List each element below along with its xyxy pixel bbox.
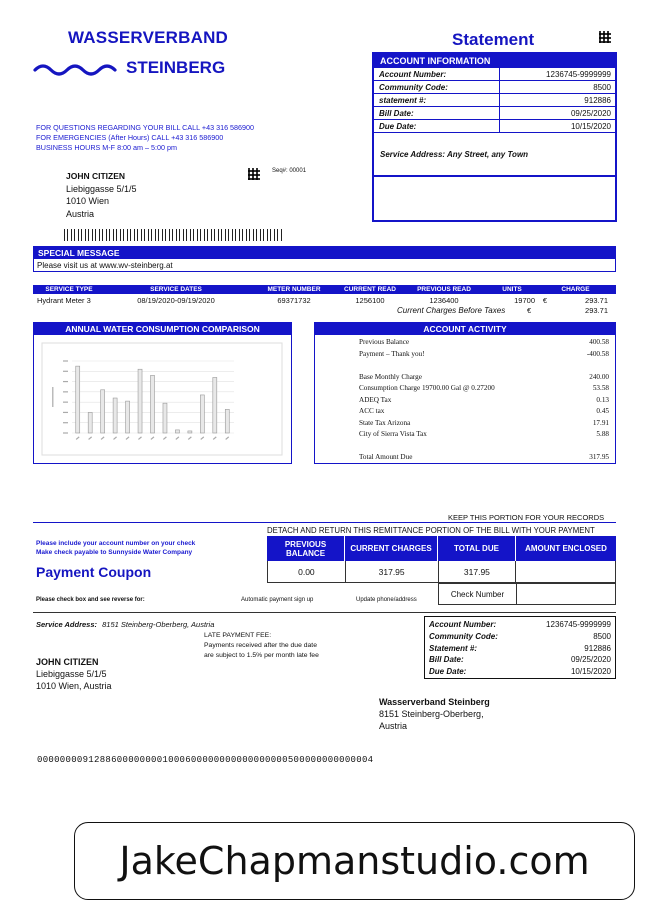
chart-x-tick: [138, 436, 142, 439]
coupon-account-value: 09/25/2020: [570, 655, 611, 665]
meter-number: 69371732: [277, 296, 311, 305]
postal-barcode-icon: [64, 229, 282, 241]
chart-y-tick: [63, 402, 68, 403]
account-information-box: [372, 52, 617, 222]
chart-bar: [138, 369, 142, 433]
chart-bar: [151, 375, 155, 433]
special-message-box: [33, 246, 616, 272]
coupon-service-address: [36, 620, 214, 629]
chart-x-tick: [200, 436, 204, 439]
check-number-field[interactable]: [517, 584, 615, 604]
sequence-number: Seq#: 00001: [272, 168, 307, 174]
special-message-header: SPECIAL MESSAGE: [34, 247, 615, 259]
customer-street: Liebiggasse 5/1/5: [66, 183, 137, 194]
chart-x-tick: [101, 436, 105, 439]
account-info-label: Due Date:: [374, 120, 500, 132]
special-message-body: Please visit us at www.wv-steinberg.at: [37, 261, 173, 270]
account-info-row: [374, 81, 615, 94]
chart-bar: [213, 377, 217, 433]
activity-value: 5.88: [596, 430, 609, 438]
amount-enclosed-header: AMOUNT ENCLOSED: [516, 536, 616, 561]
chart-x-tick: [126, 436, 130, 439]
service-type: Hydrant Meter 3: [37, 296, 91, 305]
account-info-value: 09/25/2020: [570, 109, 611, 118]
chart-y-tick: [63, 371, 68, 372]
wave-logo-icon: [33, 60, 125, 76]
activity-row: [315, 372, 615, 384]
auto-pay-option[interactable]: Automatic payment sign up: [241, 597, 314, 603]
coupon-account-label: Account Number:: [429, 620, 497, 629]
previous-balance-value: 0.00: [268, 561, 346, 583]
chart-bar: [88, 412, 92, 433]
coupon-account-label: Statement #:: [429, 643, 478, 653]
service-address: Service Address: Any Street, any Town: [374, 133, 615, 177]
service-table-header: [33, 285, 616, 294]
statement-title: Statement: [452, 30, 535, 49]
chart-y-tick: [63, 381, 68, 382]
check-box-instructions: Please check box and see reverse for:: [36, 597, 145, 603]
remittance-table: [267, 536, 616, 583]
contact-line: FOR QUESTIONS REGARDING YOUR BILL CALL +43 316 586900: [36, 123, 255, 132]
chart-bar: [200, 395, 204, 433]
previous-read: 1236400: [429, 296, 459, 305]
activity-value: 53.58: [592, 384, 609, 392]
late-fee-notice: [204, 631, 319, 661]
late-fee-line: LATE PAYMENT FEE:: [204, 632, 272, 639]
account-information-header: ACCOUNT INFORMATION: [374, 54, 615, 68]
update-phone-option[interactable]: Update phone/address: [356, 597, 417, 603]
qr-code-icon: [599, 31, 611, 43]
customer-city: 1010 Wien: [66, 196, 110, 206]
divider: [33, 522, 616, 523]
activity-row: [315, 418, 615, 430]
contact-line: BUSINESS HOURS M-F 8:00 am – 5:00 pm: [36, 143, 177, 152]
coupon-account-label: Due Date:: [429, 667, 467, 677]
coupon-account-row: [429, 666, 611, 678]
account-info-row: [374, 94, 615, 107]
activity-label: Previous Balance: [359, 338, 410, 346]
divider: [33, 612, 616, 613]
chart-x-tick: [213, 436, 217, 439]
previous-balance-header: PREVIOUS BALANCE: [267, 536, 345, 561]
chart-bar: [76, 366, 80, 433]
activity-label: ACC tax: [359, 407, 385, 415]
activity-label: Payment – Thank you!: [359, 349, 425, 358]
coupon-account-row: [429, 643, 611, 655]
col-header: UNITS: [502, 286, 522, 293]
activity-value: 400.58: [589, 338, 609, 346]
coupon-account-row: [429, 631, 611, 643]
coupon-account-row: [429, 654, 611, 666]
activity-row: [315, 360, 615, 372]
chart-bar: [113, 398, 117, 433]
customer-name: JOHN CITIZEN: [66, 171, 126, 181]
coupon-customer-address: [36, 656, 112, 692]
account-info-value: 8500: [593, 83, 611, 92]
coupon-account-value: 8500: [593, 631, 611, 641]
brand-name-line1: WASSERVERBAND: [68, 28, 229, 47]
activity-row: [315, 349, 615, 361]
account-activity-box: [314, 322, 616, 464]
units: 19700: [514, 296, 535, 305]
chart-bar: [101, 390, 105, 433]
activity-row: [315, 406, 615, 418]
consumption-chart: [34, 335, 291, 463]
activity-row: [315, 395, 615, 407]
currency: €: [542, 296, 548, 305]
coupon-customer-street: Liebiggasse 5/1/5: [36, 669, 107, 679]
chart-y-tick: [63, 360, 68, 361]
account-info-label: Community Code:: [374, 81, 500, 93]
account-info-row: [374, 68, 615, 81]
account-info-label: statement #:: [374, 94, 500, 106]
activity-value: -400.58: [586, 349, 609, 358]
service-dates: 08/19/2020-09/19/2020: [137, 296, 215, 305]
watermark: JakeChapmanstudio.com: [74, 822, 635, 900]
contact-line: FOR EMERGENCIES (After Hours) CALL +43 316 586900: [36, 133, 224, 142]
current-read: 1256100: [355, 296, 385, 305]
qr-code-small-icon: [248, 168, 260, 180]
chart-x-tick: [88, 436, 92, 439]
contact-info: [36, 123, 254, 153]
activity-value: 17.91: [592, 418, 609, 427]
coupon-account-value: 1236745-9999999: [546, 620, 611, 629]
coupon-account-label: Bill Date:: [429, 655, 464, 665]
chart-x-tick: [188, 436, 192, 439]
activity-value: 0.13: [596, 395, 609, 404]
activity-value: 240.00: [589, 372, 609, 381]
amount-enclosed-field[interactable]: [516, 561, 616, 583]
current-charges-header: CURRENT CHARGES: [345, 536, 438, 561]
chart-bar: [126, 401, 130, 433]
include-line: Make check payable to Sunnyside Water Company: [36, 549, 193, 556]
account-info-row: [374, 107, 615, 120]
payee-street: 8151 Steinberg-Oberberg,: [379, 709, 484, 719]
coupon-customer-name: JOHN CITIZEN: [36, 657, 99, 667]
chart-bar: [175, 430, 179, 433]
col-header: PREVIOUS READ: [417, 286, 471, 293]
chart-y-tick: [63, 432, 68, 433]
payee-name: Wasserverband Steinberg: [379, 697, 490, 707]
account-info-value: 10/15/2020: [570, 122, 611, 131]
detach-text: DETACH AND RETURN THIS REMITTANCE PORTION OF THE BILL WITH YOUR PAYMENT: [267, 526, 595, 535]
subtotal-label: Current Charges Before Taxes: [397, 306, 506, 315]
chart-x-tick: [175, 436, 179, 439]
micr-line: 00000000912886000000001000600000000000000000500000000000004: [37, 755, 374, 765]
activity-row: [315, 452, 615, 464]
payee-country: Austria: [379, 721, 408, 731]
coupon-account-value: 10/15/2020: [570, 667, 611, 677]
chart-x-tick: [113, 436, 117, 439]
customer-address: [66, 170, 137, 220]
chart-bar: [188, 431, 192, 433]
chart-y-tick: [63, 412, 68, 413]
activity-row: [315, 383, 615, 395]
activity-label: Consumption Charge 19700.00 Gal @ 0.27200: [359, 384, 495, 392]
col-header: METER NUMBER: [267, 286, 321, 293]
chart-y-axis-label-mark: [52, 387, 54, 407]
account-info-value: 1236745-9999999: [546, 70, 611, 79]
col-header: SERVICE TYPE: [45, 286, 93, 293]
check-number-label: Check Number: [439, 584, 517, 604]
chart-y-tick: [63, 422, 68, 423]
activity-label: State Tax Arizona: [359, 418, 411, 427]
current-charges-value: 317.95: [346, 561, 439, 583]
chart-x-tick: [225, 436, 229, 439]
col-header: CURRENT READ: [344, 286, 396, 293]
activity-label: Base Monthly Charge: [359, 372, 422, 381]
account-activity-header: ACCOUNT ACTIVITY: [315, 323, 615, 335]
include-line: Please include your account number on your check: [36, 540, 196, 547]
consumption-header: ANNUAL WATER CONSUMPTION COMPARISON: [34, 323, 291, 335]
brand-name-line2: STEINBERG: [126, 58, 226, 77]
account-info-label: Account Number:: [374, 68, 500, 80]
service-address-value: 8151 Steinberg-Oberberg, Austria: [102, 620, 215, 629]
activity-value: 317.95: [589, 453, 609, 461]
account-info-row: [374, 120, 615, 133]
coupon-account-row: [429, 619, 611, 631]
subtotal-currency: €: [527, 306, 532, 315]
coupon-customer-city: 1010 Wien, Austria: [36, 681, 112, 691]
late-fee-line: Payments received after the due date: [204, 642, 317, 649]
account-info-label: Bill Date:: [374, 107, 500, 119]
include-instructions: [36, 539, 195, 557]
coupon-account-label: Community Code:: [429, 631, 498, 641]
charge: 293.71: [585, 296, 608, 305]
total-due-value: 317.95: [439, 561, 517, 583]
chart-y-tick: [63, 391, 68, 392]
payee-address: [379, 696, 490, 732]
chart-x-tick: [163, 436, 167, 439]
col-header: SERVICE DATES: [150, 286, 202, 293]
coupon-account-value: 912886: [584, 643, 611, 653]
chart-x-tick: [151, 436, 155, 439]
subtotal-value: 293.71: [585, 306, 608, 315]
activity-row: [315, 337, 615, 349]
chart-bar: [163, 403, 167, 433]
account-info-value: 912886: [584, 96, 611, 105]
consumption-chart-box: [33, 322, 292, 464]
coupon-account-box: [424, 616, 616, 679]
activity-label: Total Amount Due: [359, 453, 413, 461]
activity-label: City of Sierra Vista Tax: [359, 430, 427, 438]
late-fee-line: are subject to 1.5% per month late fee: [204, 652, 319, 659]
payment-coupon-title: Payment Coupon: [36, 564, 152, 580]
service-address-label: Service Address:: [36, 620, 98, 629]
keep-portion-text: KEEP THIS PORTION FOR YOUR RECORDS: [448, 513, 605, 522]
total-due-header: TOTAL DUE: [438, 536, 516, 561]
activity-label: ADEQ Tax: [359, 395, 392, 404]
col-header: CHARGE: [561, 286, 590, 293]
service-row: [33, 296, 616, 305]
chart-x-tick: [76, 436, 80, 439]
activity-value: 0.45: [596, 407, 609, 415]
check-number-box: [438, 583, 616, 605]
activity-row: [315, 429, 615, 441]
chart-bar: [225, 409, 229, 433]
customer-country: Austria: [66, 208, 95, 219]
activity-row: [315, 441, 615, 453]
